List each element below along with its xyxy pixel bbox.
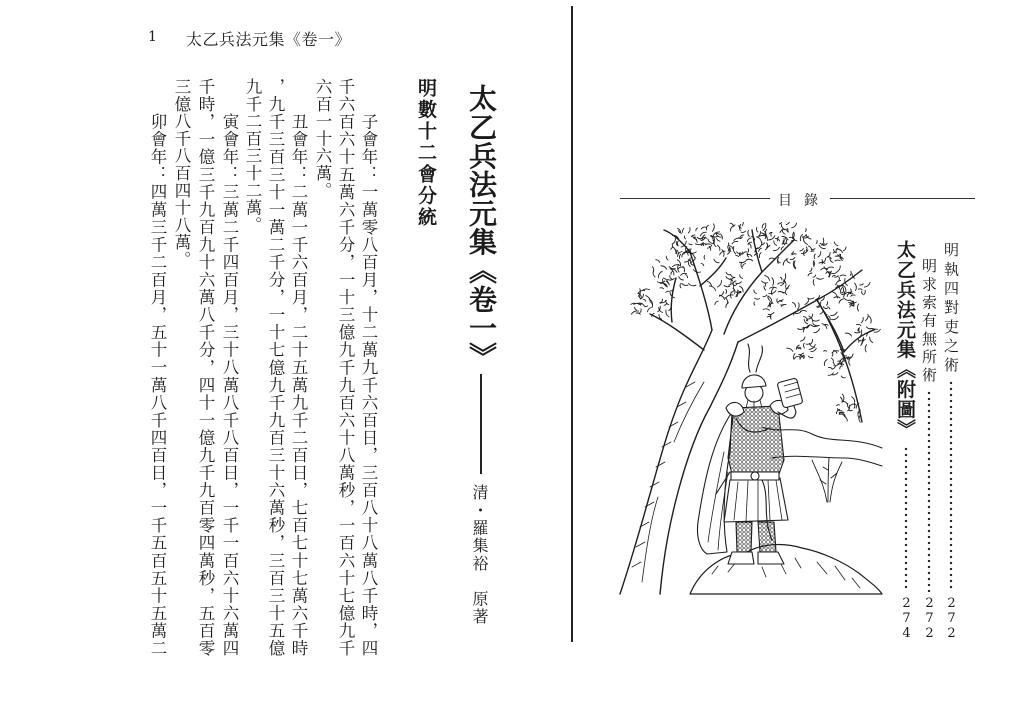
leaf-stroke [683,228,684,232]
leaf-stroke [704,256,705,260]
leaf-stroke [696,228,698,231]
leaf-stroke [767,316,771,317]
leaf-stroke [691,235,695,237]
leaf-stroke [834,250,836,253]
leaf-stroke [690,258,691,262]
leaf-stroke [803,235,806,237]
leaf-stroke [771,233,772,237]
leaf-stroke [709,286,715,291]
page-gutter [571,6,573,642]
leaf-stroke [732,241,737,243]
leaf-stroke [688,228,690,233]
toc-rule-left [620,198,770,199]
leaf-stroke [823,258,826,262]
text-column: ，九千三百三十一萬二千分，一十七億九千九百三十六萬秒，三百三十五億 [266,78,285,656]
leaf-stroke [818,252,821,258]
text-column: 千六百六十五萬六千分，一十三億九千九百六十八萬秒，一百六十七億九千 [336,78,355,656]
text-column: 六百一十六萬。 [313,78,332,200]
leaf-stroke [747,259,753,261]
leaf-stroke [791,251,793,254]
section-heading: 明數十二會分統 [415,78,437,226]
leaf-stroke [679,254,680,258]
leaf-stroke [733,246,735,254]
leaf-stroke [756,227,757,232]
leaf-stroke [837,266,840,272]
toc-entry-title: 太乙兵法元集《附圖》 [894,240,916,438]
leaf-stroke [673,265,680,267]
leaf-stroke [712,224,714,232]
toc-rule-right [830,198,975,199]
leaf-stroke [792,254,796,255]
leaf-stroke [694,238,698,243]
leaf-stroke [680,284,681,288]
leaf-stroke [754,302,755,305]
leaf-stroke [742,222,743,226]
title-rule [480,374,482,474]
leaf-stroke [845,417,848,421]
page-number: 1 [148,29,157,45]
text-column: 九千二百三十二萬。 [243,78,262,234]
leaf-stroke [786,259,790,263]
leaf-stroke [832,351,839,353]
leaf-stroke [663,278,668,283]
leaf-stroke [635,307,637,310]
leaf-stroke [858,289,862,290]
leaf-stroke [805,298,809,304]
leaf-stroke [755,298,760,299]
leaf-stroke [833,362,834,366]
leaf-stroke [671,271,673,274]
leaf-stroke [859,340,866,341]
leaf-stroke [693,270,700,273]
toc-entry-page: 272 [922,596,937,641]
leaf-stroke [855,283,857,290]
leaf-stroke [658,271,662,278]
leaf-stroke [849,410,852,411]
leaf-stroke [714,259,719,263]
leaf-stroke [722,250,724,257]
leaf-stroke [792,223,797,228]
leaf-stroke [866,314,869,320]
leaf-stroke [682,283,688,285]
leaf-stroke [786,222,790,225]
leaf-stroke [664,303,667,305]
leaf-stroke [832,275,835,276]
leaf-stroke [864,290,866,295]
leaf-stroke [743,252,747,254]
dot-leader [949,380,953,592]
leaf-stroke [778,291,783,293]
leaf-stroke [656,260,660,263]
leaf-stroke [740,275,743,279]
leaf-stroke [869,316,871,323]
leaf-stroke [739,237,743,238]
leaf-stroke [808,246,811,250]
toc-heading: 目錄 [778,193,830,209]
leaf-stroke [787,348,793,351]
grass-tuft [812,458,842,502]
leaf-stroke [820,310,823,315]
dot-leader [904,446,908,592]
leaf-stroke [835,260,840,261]
leaf-stroke [759,248,762,251]
text-column: 丑會年：二萬一千六百月，二十五萬九千二百日，七百七十七萬六千時 [289,113,308,656]
leaf-stroke [726,295,733,298]
leaf-stroke [645,306,648,307]
leaf-stroke [763,295,767,297]
leaf-stroke [822,260,823,264]
leaf-stroke [689,284,697,286]
leaf-stroke [720,234,722,239]
leaf-stroke [844,298,850,300]
leaf-stroke [736,256,739,257]
leaf-stroke [759,253,761,258]
toc-entry-title: 明求索有無所術 [920,258,938,382]
leaf-stroke [672,238,675,244]
leaf-stroke [780,299,784,300]
leaf-stroke [764,283,765,286]
leaf-stroke [754,290,757,294]
leaf-stroke [840,366,842,369]
leaf-stroke [661,266,667,269]
leaf-stroke [671,245,673,249]
leaf-stroke [660,288,664,289]
leaf-stroke [769,291,776,294]
leaf-stroke [806,235,811,240]
leaf-stroke [743,264,746,267]
leaf-stroke [814,254,815,259]
leaf-stroke [845,333,851,336]
leaf-stroke [837,249,843,253]
leaf-stroke [816,241,817,244]
leaf-stroke [840,397,842,402]
leaf-stroke [783,259,788,265]
leaf-stroke [849,359,850,365]
leaf-stroke [658,281,665,283]
leaf-stroke [810,340,813,345]
leaf-stroke [833,252,836,253]
leaf-stroke [834,242,838,246]
leaf-stroke [778,301,782,302]
leaf-stroke [806,229,807,232]
leaf-stroke [726,272,730,275]
leaf-stroke [859,329,860,332]
leaf-stroke [764,286,766,290]
leaf-stroke [827,307,830,309]
leaf-stroke [841,287,844,292]
leaf-stroke [717,280,721,287]
leaf-stroke [827,302,828,306]
leaf-stroke [677,241,678,245]
leaf-stroke [724,286,730,287]
leaf-stroke [794,356,799,359]
leaf-stroke [740,286,744,292]
author-attribution: 清・羅集裕 原著 [470,484,489,624]
leaf-stroke [781,247,783,250]
leaf-stroke [840,349,844,350]
text-column: 卯會年：四萬三千二百月，五十一萬八千四百日，一千五百五十五萬二 [148,113,167,656]
leaf-stroke [748,249,749,252]
leaf-stroke [697,237,701,238]
leaf-stroke [715,301,718,305]
leaf-stroke [824,351,827,352]
leaf-stroke [785,238,786,244]
leaf-stroke [839,299,843,303]
leaf-stroke [781,304,786,306]
leaf-stroke [850,289,851,294]
leaf-stroke [780,277,782,280]
leaf-stroke [773,247,779,250]
leaf-stroke [810,268,812,272]
leaf-stroke [824,360,827,366]
leaf-stroke [728,243,729,246]
leaf-stroke [741,262,743,268]
leaf-stroke [774,241,777,246]
leaf-stroke [736,282,742,284]
leaf-stroke [831,312,837,316]
leaf-stroke [765,275,770,280]
leaf-stroke [640,309,641,313]
leaf-stroke [717,245,719,250]
leaf-stroke [824,324,828,325]
warrior-under-tree-illustration [612,222,884,602]
leaf-stroke [706,225,708,230]
leaf-stroke [762,224,764,228]
leaf-stroke [731,289,734,292]
leaf-stroke [748,230,750,236]
leaf-stroke [747,238,751,242]
leaf-stroke [829,367,833,369]
leaf-stroke [769,258,774,259]
leaf-stroke [670,275,672,279]
leaf-stroke [827,267,834,269]
leaf-stroke [852,397,855,404]
leaf-stroke [808,273,812,276]
leaf-stroke [638,290,645,293]
leaf-stroke [666,256,668,260]
leaf-stroke [725,298,728,304]
leaf-stroke [811,251,814,252]
leaf-stroke [832,316,839,319]
leaf-stroke [706,244,711,245]
leaf-stroke [851,295,855,296]
leaf-stroke [860,284,864,285]
toc-entry-page: 274 [899,596,914,641]
leaf-stroke [800,310,806,311]
book-title: 太乙兵法元集《卷一》 [465,84,498,370]
leaf-stroke [772,278,774,286]
leaf-stroke [814,329,820,333]
leaf-stroke [797,347,800,348]
leaf-stroke [839,364,842,366]
leaf-stroke [739,260,746,262]
toc-entry-title: 明執四對吏之術 [942,242,960,372]
leaf-stroke [803,329,804,332]
leaf-stroke [737,290,741,292]
leaf-stroke [831,272,837,274]
leaf-stroke [803,238,807,244]
leaf-stroke [679,277,684,280]
leaf-stroke [778,283,784,284]
dot-leader [927,390,931,592]
leaf-stroke [651,303,652,307]
leaf-stroke [841,376,845,378]
leaf-stroke [836,280,841,284]
leaf-stroke [783,274,786,282]
bark-hatching [632,382,704,582]
leaf-stroke [800,337,805,341]
leaf-stroke [763,309,769,310]
warrior-figure [697,344,803,564]
leaf-stroke [747,253,749,257]
leaf-stroke [733,281,736,284]
leaf-stroke [648,308,652,312]
leaf-stroke [737,252,742,254]
leaf-stroke [798,303,800,310]
leaf-stroke [862,291,863,294]
leaf-stroke [726,303,729,308]
leaf-stroke [701,264,704,266]
leaf-stroke [840,275,845,276]
leaf-stroke [730,225,735,231]
leaf-stroke [777,299,778,303]
leaf-stroke [843,247,846,251]
leaf-stroke [857,304,858,311]
leaf-stroke [646,296,651,303]
leaf-stroke [684,236,685,239]
leaf-stroke [813,275,816,277]
leaf-stroke [806,247,807,251]
leaf-stroke [857,324,861,325]
leaf-stroke [817,278,824,279]
leaf-stroke [840,258,844,259]
leaf-stroke [827,257,831,259]
leaf-stroke [731,274,736,277]
text-column: 三億八千八百四十八萬。 [172,78,191,269]
leaf-stroke [823,307,827,309]
leaf-stroke [700,232,706,236]
leaf-stroke [686,274,688,277]
leaf-stroke [839,277,840,280]
leaf-stroke [734,238,741,240]
leaf-stroke [864,282,870,287]
text-column: 寅會年：三萬二千四百月，三十八萬八千八百日，一千一百六十六萬四 [220,113,239,656]
leaf-stroke [808,356,812,357]
toc-entry-page: 272 [944,596,959,641]
leaf-stroke [813,320,820,321]
leaf-stroke [779,222,782,224]
text-column: 子會年：一萬零八百月，十二萬九千六百日，三百八十八萬八千時，四 [359,113,378,656]
leaf-stroke [666,291,669,292]
leaf-stroke [734,284,737,286]
leaf-stroke [791,258,795,260]
leaf-stroke [792,302,795,307]
leaf-stroke [861,339,863,345]
leaf-stroke [798,348,801,349]
leaf-stroke [870,337,873,343]
leaf-stroke [741,231,746,232]
leaf-stroke [806,343,810,344]
running-header: 太乙兵法元集《卷一》 [186,30,352,49]
leaf-stroke [643,299,645,301]
leaf-stroke [837,405,840,406]
leaf-stroke [831,358,833,361]
text-column: 千時，一億三千九百九十六萬八千分，四十一億九千九百零四萬秒，五百零 [196,78,215,656]
leaf-stroke [701,227,706,229]
leaf-stroke [800,248,804,251]
leaf-stroke [678,267,684,269]
leaf-stroke [740,235,744,237]
leaf-stroke [689,244,692,245]
leaf-stroke [757,237,762,243]
leaf-stroke [671,289,674,290]
leaf-stroke [782,236,788,239]
leaf-stroke [813,280,814,286]
leaf-stroke [850,271,851,275]
leaf-stroke [717,238,720,241]
leaf-stroke [865,345,866,352]
leaf-stroke [859,416,860,423]
leaf-stroke [726,289,727,293]
leaf-stroke [861,318,863,323]
leaf-stroke [803,343,804,348]
